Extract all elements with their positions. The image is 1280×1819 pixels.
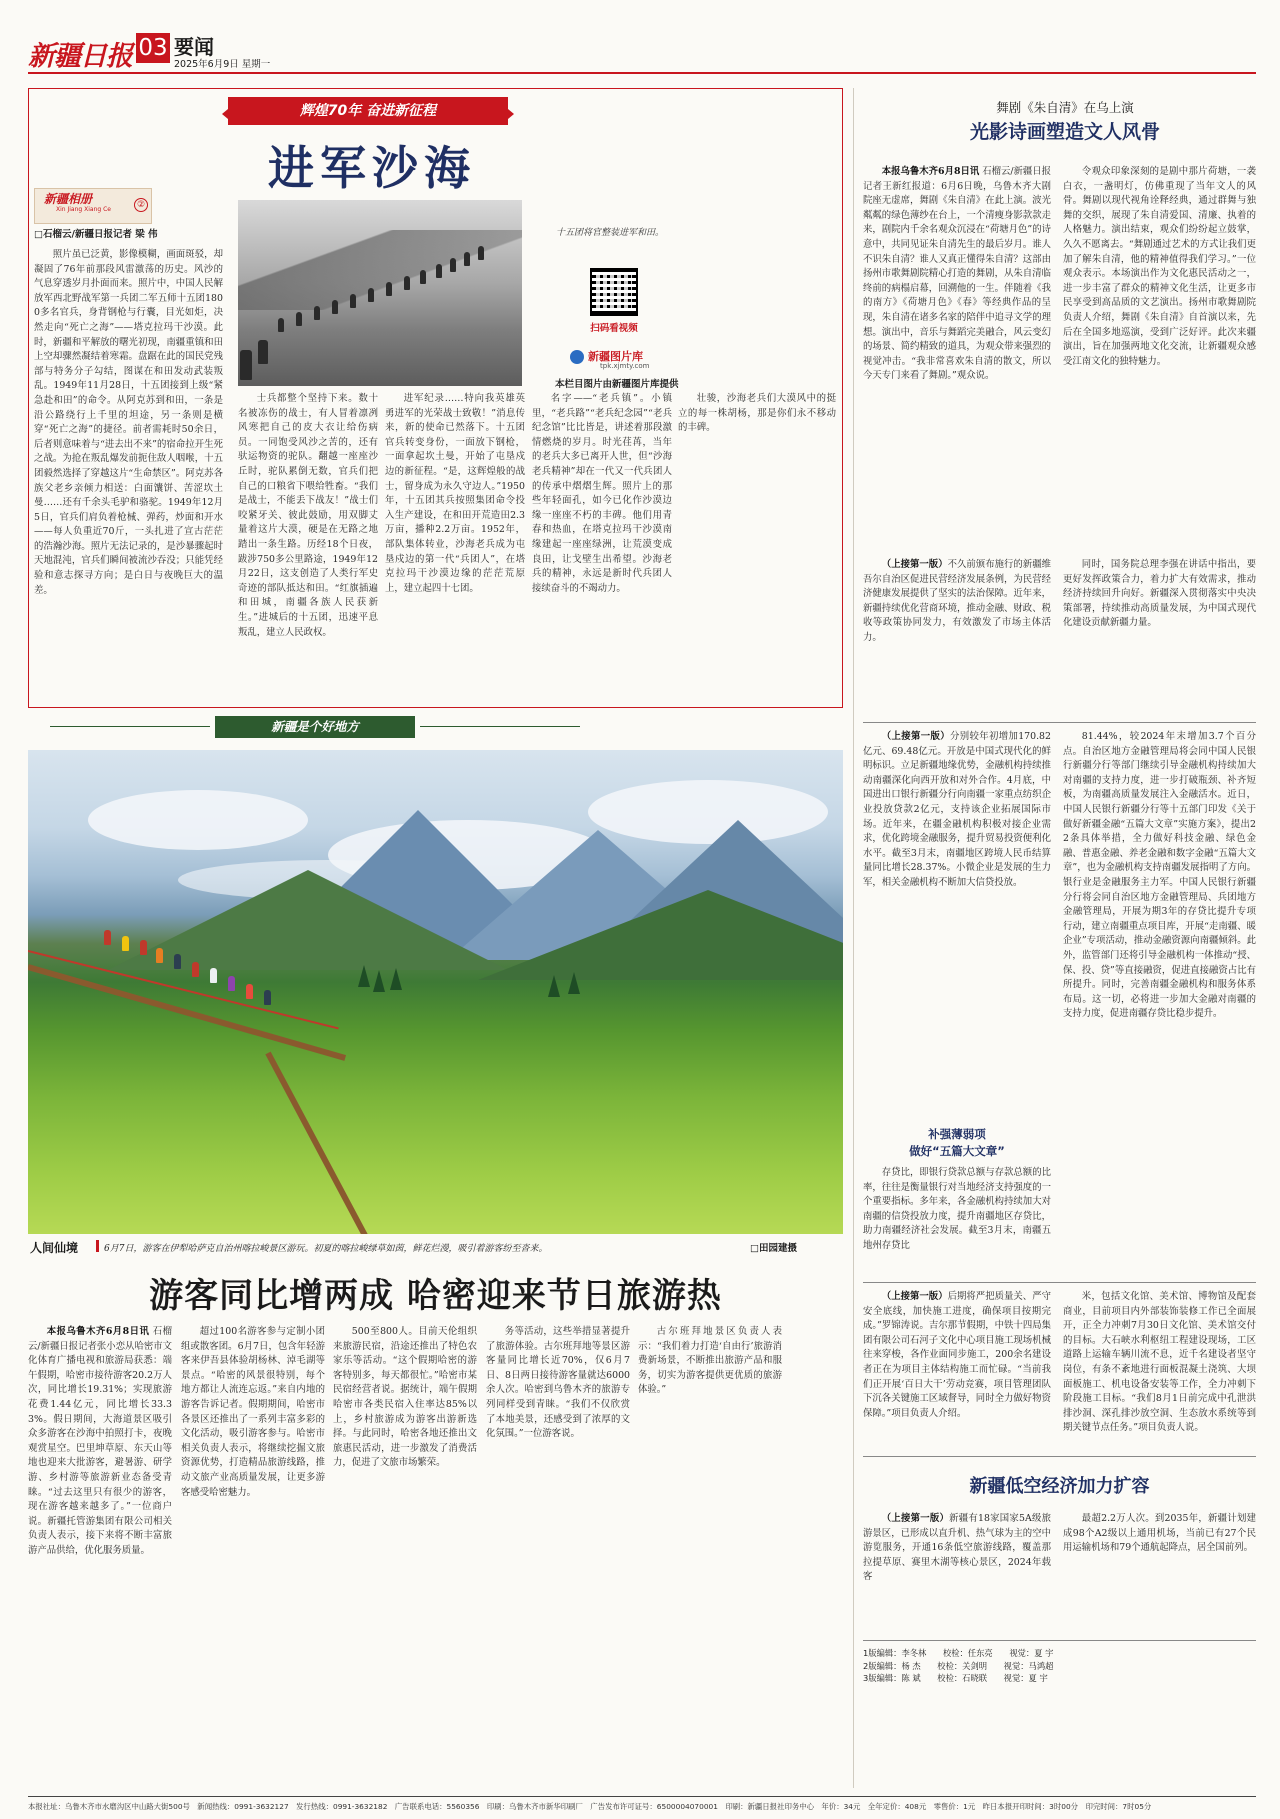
scenic-photo-credit: □田园建摄 bbox=[750, 1243, 797, 1254]
tourism-column-2: 超过100名游客参与定制小团组或散客团。6月7日，包含年轻游客来伊吾县体验胡杨林、淖毛湖等景点。“哈密的风景很特别，每个地方都让人流连忘返。”来自内地的游客告诉记者。假期期间，哈密市各景区还推出了一系列丰富多彩的文化活动，吸引游客参与。哈密市相关负责人表示，将继续挖掘文旅资源优势，打造精品旅游线路，推动文旅产业高质量发展，让更多游客感受哈密魅力。 bbox=[181, 1326, 325, 1498]
issue-date: 2025年6月9日 星期一 bbox=[174, 59, 271, 70]
low-altitude-headline: 新疆低空经济加力扩容 bbox=[969, 1476, 1150, 1497]
banking-column-1-lower: 存贷比，即银行贷款总额与存款总额的比率，往往是衡量银行对当地经济支持强度的一个重要指标。多年来，各金融机构持续加大对南疆的信贷投放力度，提升南疆地区存贷比，助力南疆经济社会发展。截至3月末，南疆五地州存贷比 bbox=[863, 1167, 1051, 1251]
column-logo-subtitle: Xin Jiang Xiang Ce bbox=[56, 206, 111, 213]
qr-label: 扫码看视频 bbox=[590, 323, 638, 334]
tourism-column-5: 古尔班拜地景区负责人表示：“我们着力打造‘自由行’旅游消费新场景，不断推出旅游产品和服务，切实为游客提供更优质的旅游体验。” bbox=[638, 1326, 782, 1396]
section-rule bbox=[863, 1456, 1256, 1457]
page-section-title: 要闻 bbox=[174, 35, 214, 59]
feature-headline: 进军沙海 bbox=[268, 141, 476, 195]
section-rule bbox=[863, 722, 1256, 723]
banking-subheading: 补强薄弱项 做好“五篇大文章” bbox=[909, 1127, 1005, 1158]
feature-byline: □石榴云/新疆日报记者 梁 伟 bbox=[34, 229, 158, 240]
section-rule bbox=[863, 1282, 1256, 1283]
picture-library-icon bbox=[570, 350, 584, 364]
tourism-column-3: 500至800人。目前天伦组织来旅游民宿，沿途还推出了特色农家乐等活动。“这个假期哈密的游客特别多，每天都很忙。”哈密市某民宿经营者说。据统计，端午假期哈密市各类民宿入住率达85%以上，乡村旅游成为游客出游新选择。与此同时，哈密各地还推出文旅惠民活动，进一步激发了消费活力，促进了文旅市场繁荣。 bbox=[333, 1326, 477, 1469]
engineering-column-2: 米，包括文化馆、美术馆、博物馆及配套商业，目前项目内外部装饰装修工作已全面展开，正全力冲刺7月30日文化馆、美术馆交付的目标。大石峡水利枢纽工程建设现场，工区道路上运输车辆川流不息，近千名建设者坚守岗位，有条不紊地进行面板混凝土浇筑、大坝面板施工、机电设备安装等工作，全力冲刺下阶段施工目标。“我们8月1日前完成中孔泄洪排沙洞、深孔排沙放空洞、生态放水系统等到期关键节点任务。”项目负责人说。 bbox=[1063, 1291, 1256, 1434]
low-altitude-column-1: （上接第一版）新疆有18家国家5A级旅游景区，已形成以直升机、热气球为主的空中游览服务，开通16条低空旅游线路，覆盖那拉提草原、赛里木湖等核心景区，2024年载客 bbox=[863, 1513, 1051, 1583]
finance-continued-column-2: 同时，国务院总理李强在讲话中指出，要更好发挥政策合力，着力扩大有效需求，推动经济持续回升向好。新疆深入贯彻落实中央决策部署，持续推动高质量发展，为中国式现代化建设贡献新疆力量。 bbox=[1063, 559, 1256, 629]
historic-march-photo[interactable] bbox=[238, 200, 522, 386]
finance-continued-column-1: （上接第一版）不久前颁布施行的新疆维吾尔自治区促进民营经济发展条例，为民营经济健康发展提供了坚实的法治保障。近年来，新疆持续优化营商环境，推动金融、财政、税收等政策协同发力，有效激发了市场主体活力。 bbox=[863, 559, 1051, 643]
banking-column-2: 81.44%，较2024年末增加3.7个百分点。自治区地方金融管理局将会同中国人民银行新疆分行等部门继续引导金融机构持续加大对南疆的支持力度，进一步打破瓶颈、补齐短板，为南疆高质量发展注入金融活水。近日，中国人民银行新疆分行等十五部门印发《关于做好新疆金融“五篇大文章”实施方案》，提出22条具体举措，全力做好科技金融、绿色金融、普惠金融、养老金融和数字金融“五篇大文章”，也为金融机构支持南疆发展指明了方向。银行业是金融服务主力军。中国人民银行新疆分行将会同自治区地方金融管理局、兵团地方金融管理局，开展为期3年的存贷比提升专项行动，建立南疆重点项目库，开展“走南疆、暖企业”专项活动，推动金融资源向南疆倾斜。此外，监管部门还将引导金融机构一体推动“授、保、投、贷”等直接融资，促进直接融资占比有所提升。同时，完善南疆金融机构和服务体系布局。这一切，必将进一步加大金融对南疆的支持力度，促进南疆存贷比稳步提升。 bbox=[1063, 731, 1256, 1020]
series-banner: 辉煌70年 奋进新征程 bbox=[228, 97, 508, 125]
banking-column-1: （上接第一版）分别较年初增加170.82亿元、69.48亿元。开放是中国式现代化的鲜明标识。立足新疆地缘优势，金融机构持续推动南疆深化向西开放和对外合作。4月底，中国进出口银行新疆分行向南疆一家重点纺织企业投放贷款2亿元，支持该企业拓展国际市场。近年来，在疆金融机构积极对接企业需求，优化跨境金融服务，提升贸易投资便利化水平。截至3月末，南疆地区跨境人民币结算量同比增长28.37%。小微企业是发展的生力军，相关金融机构不断加大信贷投放。 bbox=[863, 731, 1051, 888]
column-logo-number: ② bbox=[134, 198, 148, 212]
low-altitude-column-2: 最超2.2万人次。到2035年，新疆计划建成98个A2级以上通用机场，当前已有27个民用运输机场和79个通航起降点，居全国前列。 bbox=[1063, 1513, 1256, 1554]
feature-column-5: 壮骏，沙海老兵们大漠风中的挺立的每一株胡杨，那是你们永不移动的丰碑。 bbox=[678, 393, 836, 434]
qr-code-icon[interactable] bbox=[590, 268, 638, 316]
feature-column-2: 士兵都整个坚持下来。数十名被冻伤的战士，有人冒着凛冽风寒把自己的皮大衣让给伤病员。一同饱受风沙之苦的，还有驮运物资的驼队。翻越一座座沙丘时，驼队累倒无数，官兵们把自己的口粮省下喂给牲畜。“我们是战士，不能丢下战友！”战士们咬紧牙关、彼此鼓励，用双脚丈量着这片大漠，硬是在无路之地踏出一条生路。历经18个日夜，跋涉750多公里路途，1949年12月22日，这支创造了人类行军史奇迹的部队抵达和田。“红旗插遍和田城，南疆各族人民获新生。”进城后的十五团，迅速平息叛乱，建立人民政权。 bbox=[238, 393, 378, 638]
scenic-label-divider bbox=[96, 1240, 99, 1252]
picture-library-credit: 本栏目图片由新疆图片库提供 bbox=[555, 379, 679, 390]
scenic-photo-caption: 6月7日，游客在伊犁哈萨克自治州喀拉峻景区游玩。初夏的喀拉峻绿草如茵，鲜花烂漫，吸引着游客纷至沓来。 bbox=[104, 1244, 548, 1254]
column-logo-title: 新疆相册 bbox=[44, 192, 93, 206]
tourism-column-1: 本报乌鲁木齐6月8日讯 石榴云/新疆日报记者张小恋从哈密市文化体育广播电视和旅游局获悉：端午假期，哈密市接待游客20.2万人次，同比增长19.31%；实现旅游花费1.44亿元，同比增长33.33%。假日期间，大海道景区吸引众多游客在沙海中拍照打卡，夜晚观赏星空。巴里坤草原、东天山等地也迎来大批游客，避暑游、研学游、乡村游等旅游新业态备受青睐。“过去这里只有很少的游客，现在游客越来越多了。”一位商户说。新疆托管游集团有限公司相关负责人表示，接下来将不断丰富旅游产品供给，优化服务质量。 bbox=[28, 1326, 172, 1556]
page-number-badge: 03 bbox=[136, 33, 170, 63]
feature-column-4: 名字——“老兵镇”。小镇里，“老兵路”“老兵纪念园”“老兵纪念馆”比比皆是，讲述着那段激情燃烧的岁月。时光荏苒，当年的老兵大多已离开人世，但“沙海老兵精神”却在一代又一代兵团人的传承中熠熠生辉。照片上的那些年轻面孔，如今已化作沙漠边缘一座座不朽的丰碑。他们用青春和热血，在塔克拉玛干沙漠南缘建起一座座绿洲，让荒漠变成良田，让戈壁生出希望。沙海老兵的精神，永远是新时代兵团人接续奋斗的不竭动力。 bbox=[532, 393, 672, 594]
picture-library-logo: 新疆图片库 bbox=[570, 348, 643, 364]
opera-column-2: 令观众印象深刻的是剧中那片荷塘，一袭白衣，一盏明灯，仿佛重现了当年文人的风骨。舞剧以现代视角诠释经典，通过群舞与独舞的交织，展现了朱自清爱国、清廉、执着的人格魅力。演出结束，观众们纷纷起立鼓掌，久久不愿离去。“舞剧通过艺术的方式让我们更加了解朱自清，他的精神值得我们学习。”一位观众表示。本场演出作为文化惠民活动之一，进一步丰富了群众的精神文化生活，让更多市民享受到高品质的文艺演出。扬州市歌舞剧院负责人介绍，舞剧《朱自清》自首演以来，先后在全国多地巡演，受到广泛好评。此次来疆演出，旨在加强两地文化交流，让新疆观众感受江南文化的独特魅力。 bbox=[1063, 166, 1256, 367]
masthead-logo: 新疆日报 bbox=[28, 41, 132, 72]
kalajun-scenic-photo[interactable] bbox=[28, 750, 843, 1234]
column-separator bbox=[853, 88, 854, 1788]
opera-column-1: 本报乌鲁木齐6月8日讯 石榴云/新疆日报记者王新红报道：6月6日晚，乌鲁木齐大剧院座无虚席，舞剧《朱自清》在此上演。波光粼粼的绿色薄纱在台上，一个清瘦身影款款走来，剧院内千余名观众沉浸在“荷塘月色”的诗意中，共同见证朱自清先生的最后岁月。谁人不识朱自清？谁人又真正懂得朱自清？这部由扬州市歌舞剧院精心打造的舞剧，从朱自清临终前的病榻启幕，回溯他的一生。伴随着《我的南方》《荷塘月色》《春》等经典作品的呈现，朱自清在诸多名家的陪伴中追寻文学的理想。演出中，音乐与舞蹈完美融合，风云变幻的场景、简约精致的道具，为观众带来强烈的视觉冲击。“我非常喜欢朱自清的散文，所以今天专门来看了舞剧。”观众说。 bbox=[863, 166, 1051, 382]
engineering-column-1: （上接第一版）后期将严把质量关、严守安全底线，加快施工进度，确保项目按期完成。”罗锦涛说。吉尔那节假期，中铁十四局集团有限公司石河子文化中心项目施工现场机械往来穿梭，各作业面同步施工，200余名建设者正在为项目主体结构施工而忙碌。“当前我们正开展‘百日大干’劳动竞赛，项目管理团队下沉各关键施工区域督导，同时全力做好物资保障。”项目负责人介绍。 bbox=[863, 1291, 1051, 1419]
opera-kicker: 舞剧《朱自清》在乌上演 bbox=[996, 100, 1134, 115]
footer-imprint: 本报社址：乌鲁木齐市水磨沟区中山路大街500号 新闻热线：0991-3632127 发行热线：0991-3632182 广告联系电话：5560356 印刷：乌鲁木齐市新华印刷厂 广告发布许可证号：6500004070001 印刷：新疆日报社印务中心 年价：34元 全年定价：408元 零售价：1元 昨日本报开印时间：3时00分 印完时间：7时05分 bbox=[28, 1802, 1152, 1811]
editor-credits: 1版编辑：李冬林 校检：任东亮 视觉：夏 宇 2版编辑：杨 杰 校检：关剑明 视觉：马鸿超 3版编辑：陈 斌 校检：石晓联 视觉：夏 宇 bbox=[863, 1640, 1256, 1685]
feature-column-3: 进军纪录……特向我英雄英勇进军的光荣战士致敬！”消息传来，新的使命已然落下。十五团官兵转变身份，一面放下钢枪，一面拿起坎土曼，开始了屯垦戍边的新征程。“是，这辉煌般的战士，留身成为永久守边人。”1950年，十五团其兵按照集团命令投入生产建设，在和田开荒造田2.3万亩，播种2.2万亩。1952年，部队集体转业，沙海老兵成为屯垦戍边的第一代“兵团人”，在塔克拉玛干沙漠边缘的茫茫荒原上，建立起四十七团。 bbox=[385, 393, 525, 594]
picture-library-url: tpk.xjmty.com bbox=[600, 362, 650, 370]
scenic-photo-label: 人间仙境 bbox=[30, 1241, 79, 1255]
header-rule bbox=[28, 72, 1256, 74]
footer-rule bbox=[28, 1796, 1256, 1797]
opera-headline: 光影诗画塑造文人风骨 bbox=[969, 121, 1160, 143]
feature-column-1: 照片虽已泛黄，影像模糊，画面斑驳，却凝固了76年前那段风雷激荡的历史。风沙的气息穿透岁月扑面而来。照片中，中国人民解放军西北野战军第一兵团二军五师十五团1800多名官兵，身背钢枪与行囊，目光如炬，决然走向“死亡之海”——塔克拉玛干沙漠。此时，新疆和平解放的曙光初现，南疆重镇和田上空却骤然凝结着寒霜。盘踞在此的国民党残部与特务分子勾结，图谋在和田发动武装叛乱。1949年11月28日，十五团接到上级“紧急赴和田”的命令。从阿克苏到和田，一条是沿公路绕行上千里的坦途，另一条则是横穿“死亡之海”的捷径。前者需耗时50余日，后者则意味着与“进去出不来”的宿命拉开生死之战。为抢在叛乱爆发前扼住敌人咽喉，十五团毅然选择了穿越这片“生命禁区”。阿克苏各族父老乡亲倾力相送：白面馕饼、苦涩坎土曼……还有千余头毛驴和骆驼。1949年12月5日，官兵们肩负着枪械、弹药，炒面和开水——每人负重近70斤，一头扎进了宣古茫茫的浩瀚沙海。照片无法记录的，是沙暴骤起时天地混沌，官兵们瞬间被流沙吞没；只能凭经验和意志探寻方向；是白日与夜晚巨大的温差。 bbox=[34, 249, 223, 596]
tourism-column-4: 务等活动，这些举措显著提升了旅游体验。古尔班拜地等景区游客量同比增长近70%，仅6月7日、8日两日接待游客量就达6000余人次。哈密到乌鲁木齐的旅游专列同样受到青睐。“我们不仅欣赏了本地美景，还感受到了浓厚的文化氛围。”一位游客说。 bbox=[486, 1326, 630, 1440]
historic-photo-caption: 十五团将官整装进军和田。 bbox=[556, 228, 665, 238]
section-tag-banner: 新疆是个好地方 bbox=[215, 716, 415, 738]
tourism-headline: 游客同比增两成 哈密迎来节日旅游热 bbox=[149, 1276, 722, 1316]
